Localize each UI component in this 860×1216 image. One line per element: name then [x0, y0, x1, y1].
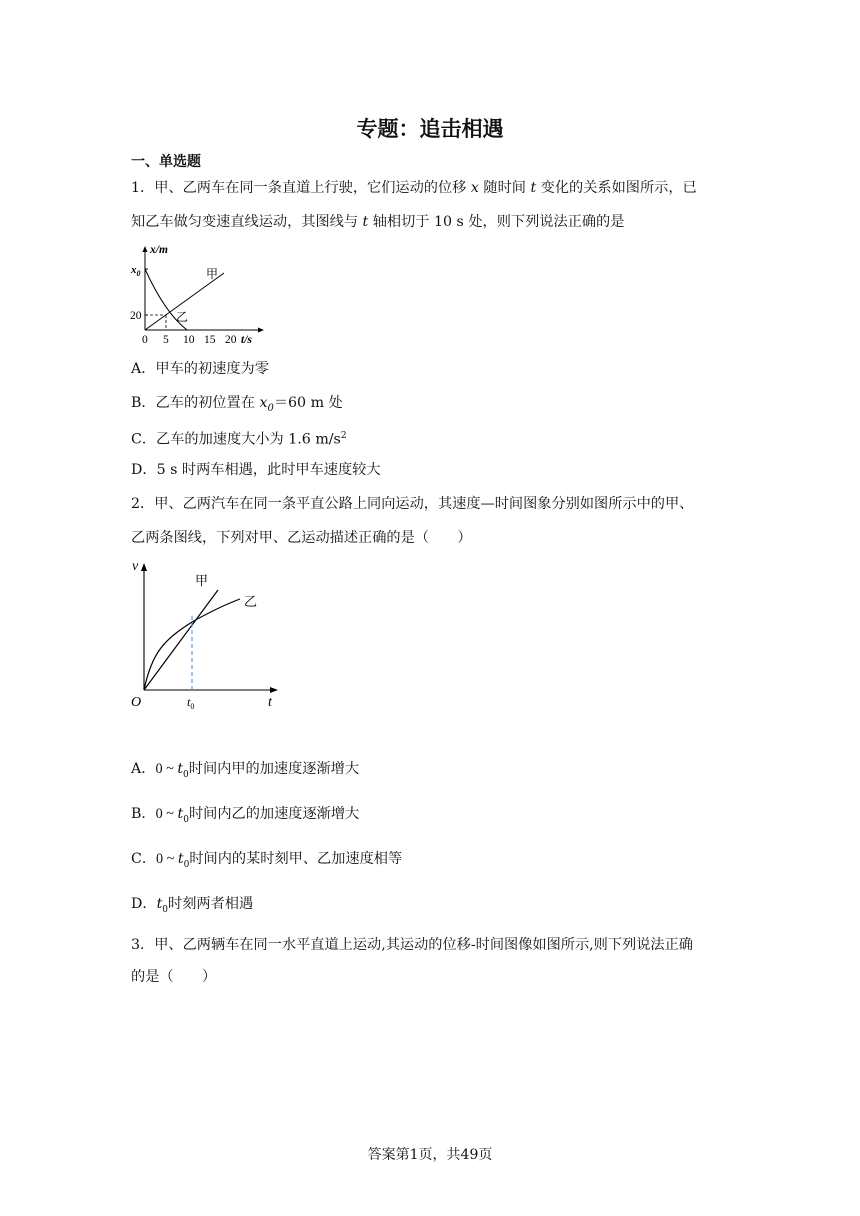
q1-var-t: t [362, 214, 369, 230]
q2-option-b-sub: 0 [183, 814, 189, 825]
q2-option-d-text: 时刻两者相遇 [168, 896, 254, 912]
q1-x-axis-label: x/m [150, 244, 168, 256]
q1-x-tick-label: 20 [225, 334, 237, 346]
q1-label-yi: 乙 [176, 310, 189, 324]
q1-text: 轴相切于 10 s 处，则下列说法正确的是 [368, 214, 625, 230]
q2-stem-line1: 2．甲、乙两汽车在同一条平直公路上同向运动，其速度—时间图象分别如图所示中的甲、 [131, 496, 694, 512]
q2-option-c-text: 时间内的某时刻甲、乙加速度相等 [189, 851, 403, 867]
q1-t-axis-label: t/s [241, 334, 252, 346]
q1-x-tick-label: 10 [183, 334, 195, 346]
q2-t0-label: $t_0$ [187, 695, 195, 711]
q2-label-yi: 乙 [244, 594, 258, 609]
q2-v-axis-arrow [141, 563, 147, 571]
q1-x-tick-label: 5 [163, 334, 169, 346]
q1-var-x: x [470, 180, 479, 196]
q1-option-d[interactable]: D．5 s 时两车相遇，此时甲车速度较大 [131, 462, 381, 478]
q2-option-a[interactable] [131, 759, 359, 785]
page-title: 专题：追击相遇 [356, 117, 504, 141]
q2-origin-label: O [131, 695, 142, 710]
q1-var-t: t [530, 180, 537, 196]
q1-option-c[interactable] [131, 426, 347, 450]
q2-option-d-letter: D． [131, 896, 157, 912]
q1-x-axis-arrow [143, 246, 148, 252]
q2-option-b-text: 时间内乙的加速度逐渐增大 [188, 806, 360, 822]
q2-option-b[interactable] [131, 804, 359, 830]
q1-option-b-var: x [259, 395, 268, 411]
q2-vt-graph [128, 556, 288, 712]
q2-stem-line2: 乙两条图线，下列对甲、乙运动描述正确的是（ ） [131, 530, 472, 546]
q2-option-c-range: 0 ~ [156, 851, 178, 867]
q1-option-b-text: B．乙车的初位置在 [131, 395, 260, 411]
q2-v-label: v [132, 559, 139, 574]
q1-option-c-text: C．乙车的加速度大小为 1.6 m/s [131, 431, 341, 448]
page-footer: 答案第1页，共49页 [367, 1147, 493, 1163]
q2-option-b-letter: B． [131, 806, 156, 822]
q1-xt-graph [128, 242, 268, 348]
q1-x-tick-label: 0 [142, 334, 148, 346]
q2-option-d-var: t [156, 896, 163, 912]
q3-stem-line2: 的是（ ） [131, 969, 217, 985]
q2-option-a-text: 时间内甲的加速度逐渐增大 [188, 761, 360, 777]
q1-tick-20: 20 [130, 310, 142, 322]
q1-label-jia: 甲 [206, 267, 219, 281]
q2-option-b-range: 0 ~ [155, 806, 178, 822]
q1-stem-line2 [131, 212, 624, 232]
q2-option-a-range: 0 ~ [155, 761, 178, 777]
q1-stem-line1 [131, 178, 697, 198]
q1-option-b[interactable] [131, 393, 343, 419]
q2-option-c-sub: 0 [183, 859, 190, 870]
q2-option-c-var: t [177, 851, 184, 867]
q2-option-c[interactable] [131, 849, 402, 875]
q1-option-b-sub: 0 [267, 402, 274, 414]
q2-t-label: t [268, 695, 272, 710]
q1-t-axis-arrow [258, 328, 264, 333]
section-heading: 一、单选题 [131, 154, 201, 170]
q1-text: 知乙车做匀变速直线运动，其图线与 [131, 214, 363, 230]
q2-line-jia [144, 590, 218, 690]
q2-t-axis-arrow [270, 687, 278, 693]
q1-option-c-sup: 2 [340, 431, 347, 441]
q2-option-d-sub: 0 [162, 904, 169, 915]
q1-text: 1．甲、乙两车在同一条直道上行驶，它们运动的位移 [131, 180, 471, 196]
q1-option-b-text: ＝60 m 处 [273, 395, 343, 411]
q1-text: 随时间 [478, 180, 531, 196]
q2-option-a-var: t [177, 761, 184, 777]
q1-text: 变化的关系如图所示，已 [536, 180, 697, 196]
q3-stem-line1: 3．甲、乙两辆车在同一水平直道上运动,其运动的位移-时间图像如图所示,则下列说法正确 [131, 937, 693, 953]
q2-label-jia: 甲 [195, 573, 209, 588]
q2-option-c-letter: C． [131, 851, 157, 867]
q1-option-a[interactable]: A．甲车的初速度为零 [131, 361, 269, 377]
q1-tick-x0: $x_0$ [131, 264, 141, 278]
q2-option-b-var: t [177, 806, 184, 822]
q2-option-a-sub: 0 [183, 769, 189, 780]
q2-option-a-letter: A． [131, 761, 156, 777]
q1-x-tick-label: 15 [204, 334, 216, 346]
q2-option-d[interactable] [131, 894, 253, 920]
